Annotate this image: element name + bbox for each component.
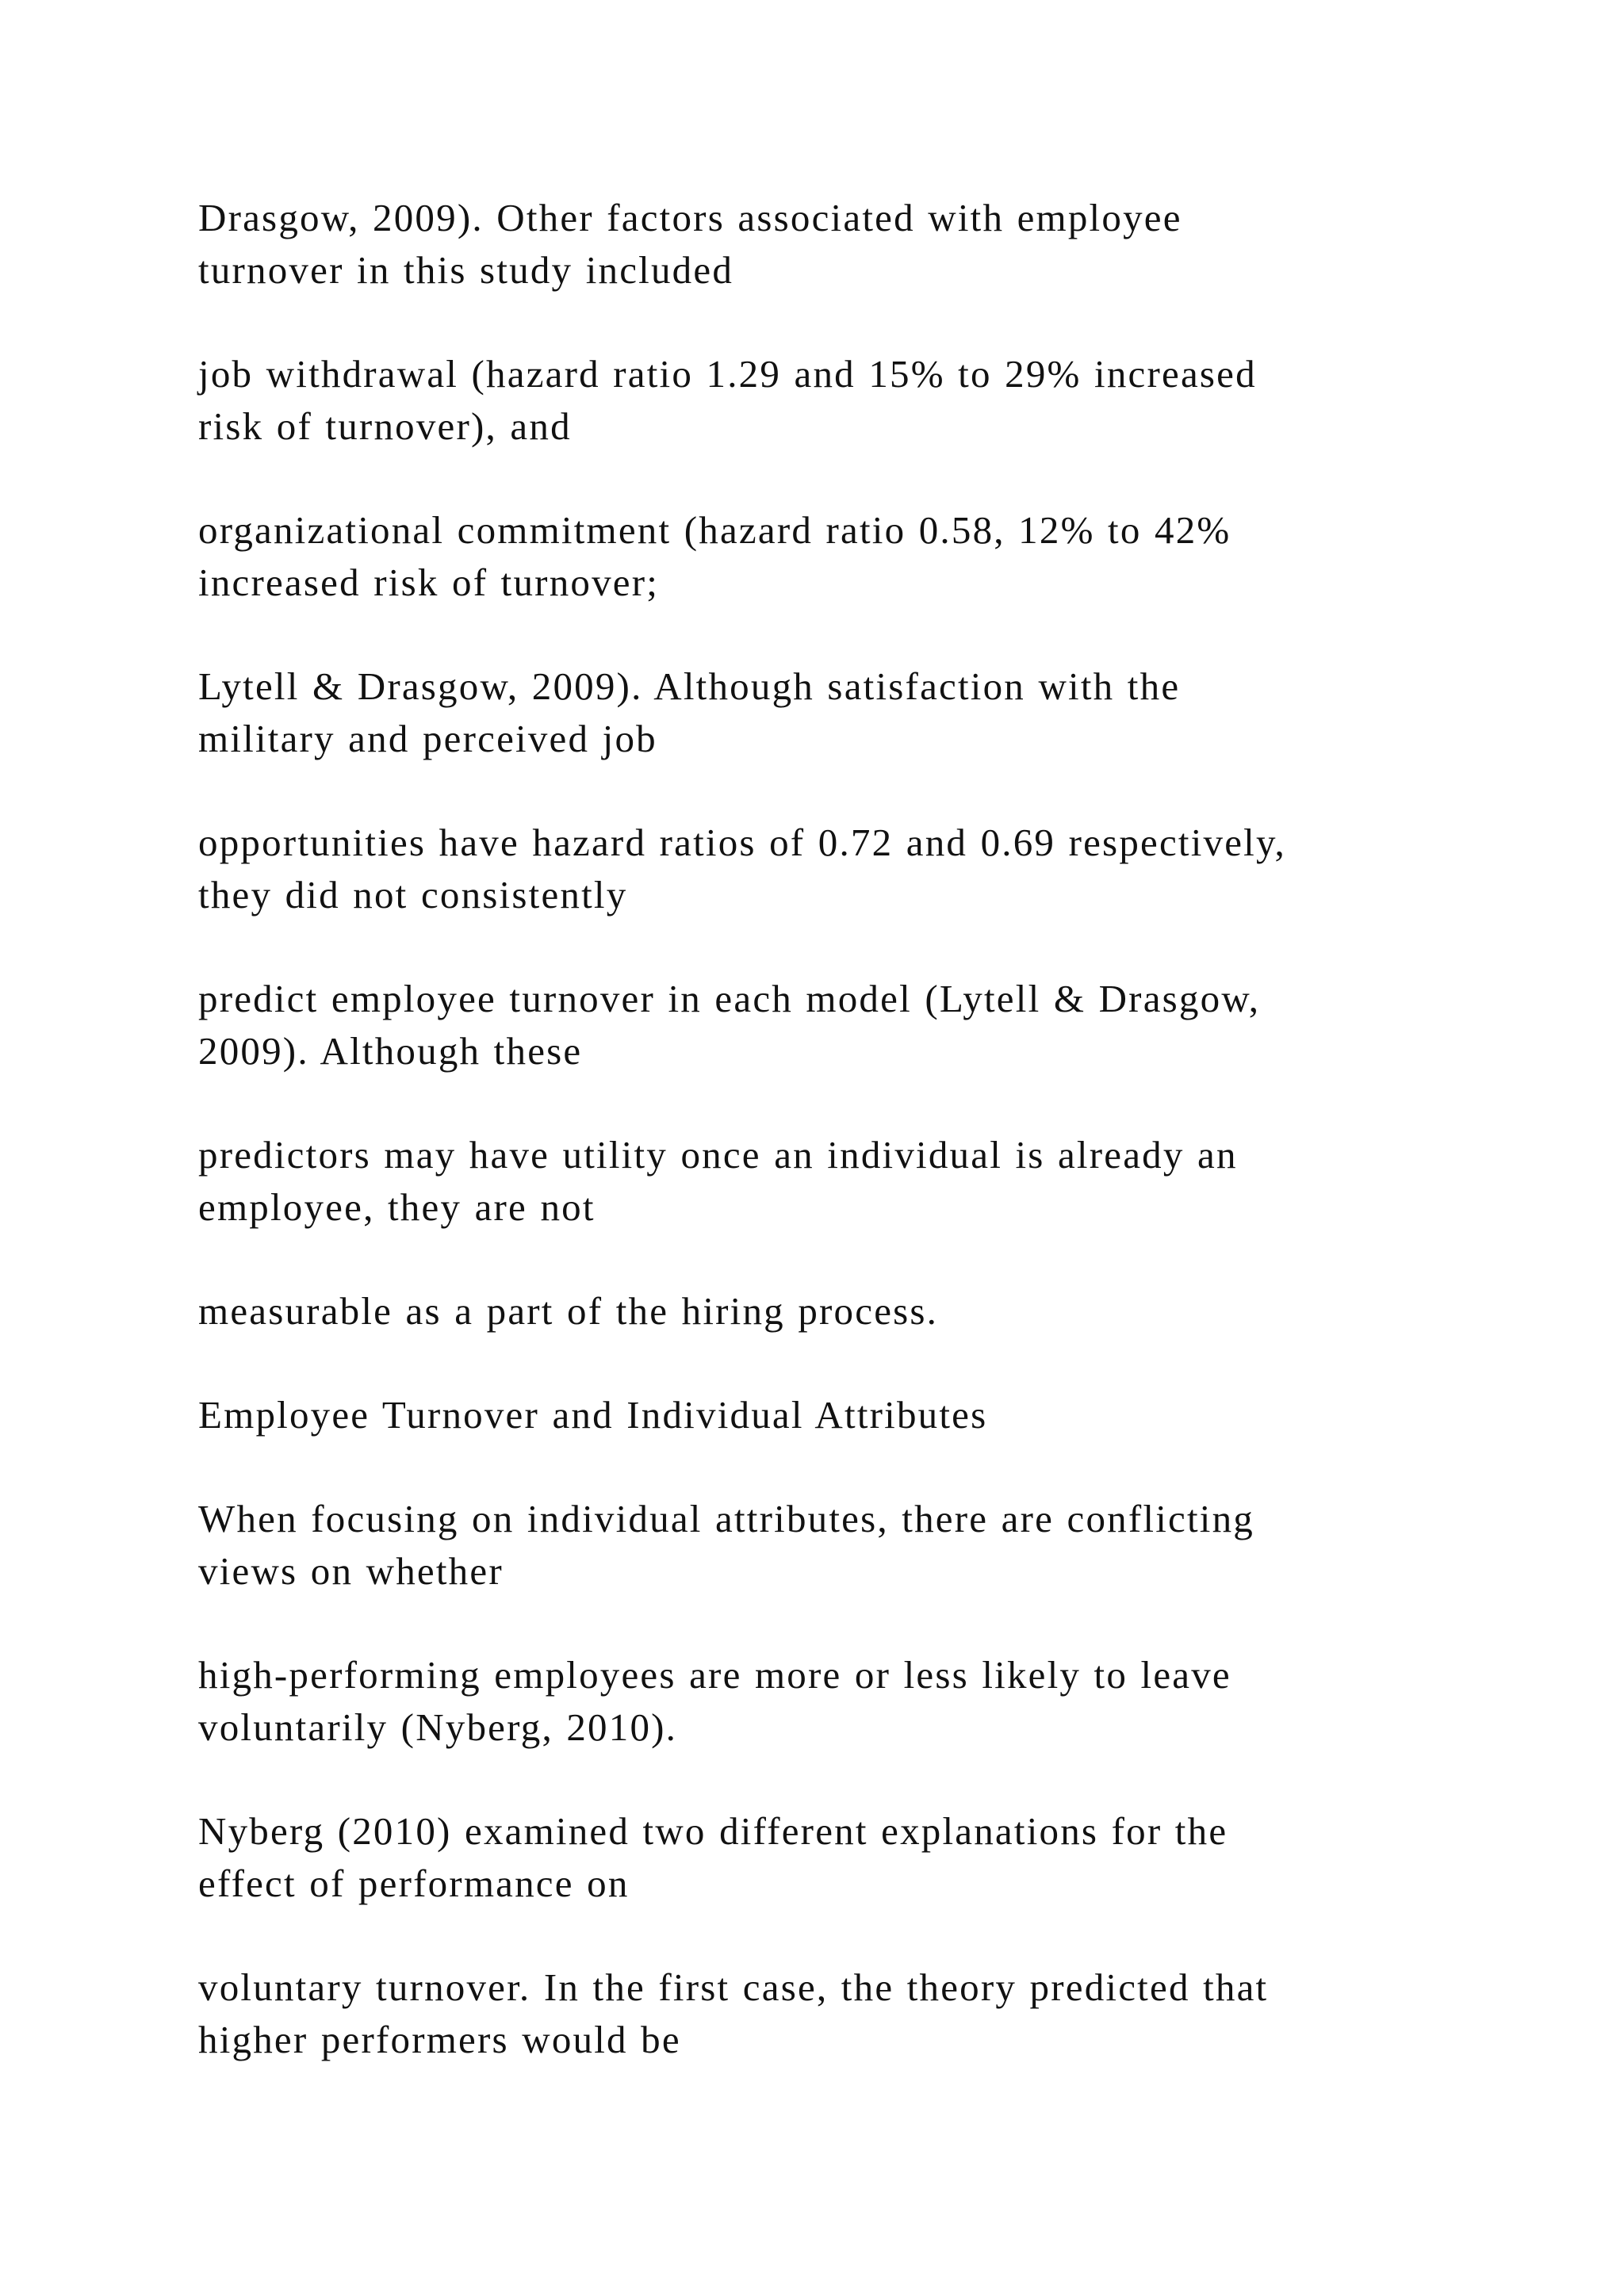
paragraph: organizational commitment (hazard ratio 0.58, 12% to 42% increased risk of turnover; [198, 508, 1231, 604]
paragraph: opportunities have hazard ratios of 0.72 and 0.69 respectively, they did not consistently [198, 821, 1286, 916]
paragraph: voluntary turnover. In the first case, the theory predicted that higher performers would be [198, 1965, 1269, 2061]
paragraph: high-performing employees are more or less likely to leave voluntarily (Nyberg, 2010). [198, 1653, 1231, 1749]
paragraph: predict employee turnover in each model (Lytell & Drasgow, 2009). Although these [198, 977, 1261, 1073]
paragraph: Drasgow, 2009). Other factors associated with employee turnover in this study included [198, 196, 1182, 292]
paragraph: job withdrawal (hazard ratio 1.29 and 15% to 29% increased risk of turnover), and [198, 352, 1257, 448]
paragraph: predictors may have utility once an individual is already an employee, they are not [198, 1133, 1238, 1229]
paragraph: measurable as a part of the hiring process. [198, 1289, 939, 1333]
paragraph: When focusing on individual attributes, there are conflicting views on whether [198, 1497, 1254, 1593]
paragraph: Nyberg (2010) examined two different explanations for the effect of performance on [198, 1809, 1228, 1905]
document-body [198, 192, 1451, 2118]
paragraph: Lytell & Drasgow, 2009). Although satisfaction with the military and perceived job [198, 664, 1181, 760]
section-heading: Employee Turnover and Individual Attributes [198, 1393, 988, 1437]
